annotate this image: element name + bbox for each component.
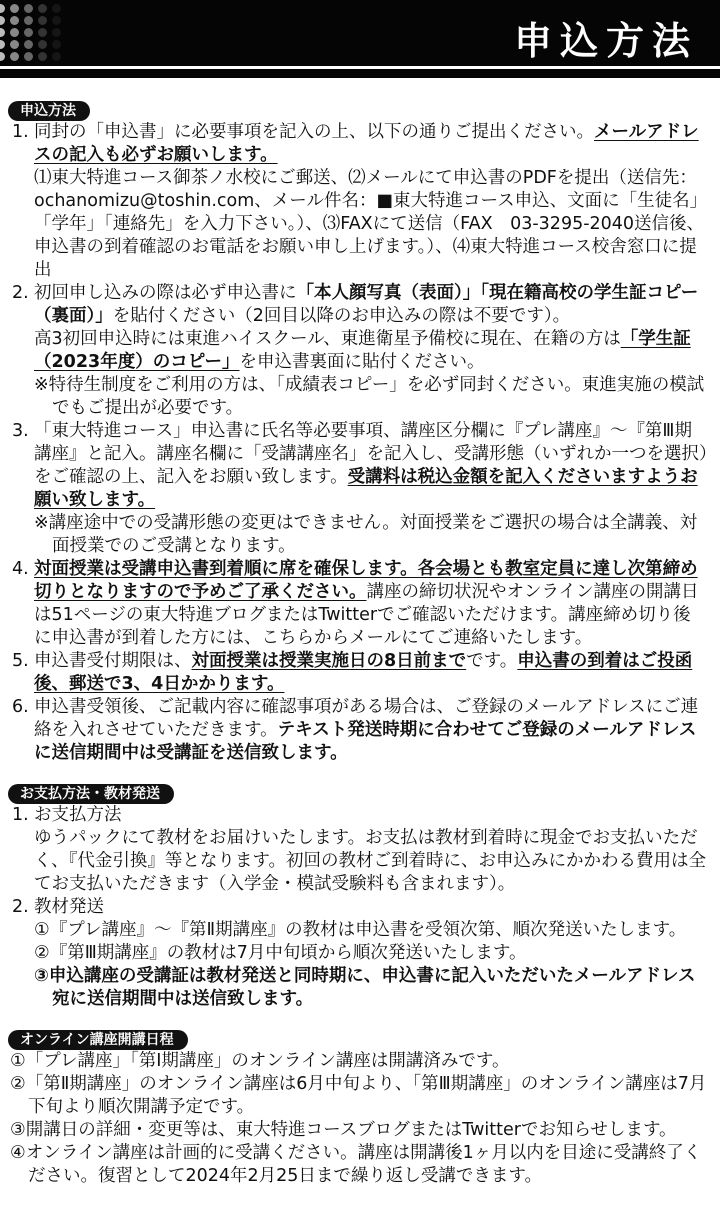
dot-icon <box>24 40 33 49</box>
paragraph <box>34 919 708 942</box>
section-heading-pill: オンライン講座開講日程 <box>8 1030 188 1050</box>
dot-icon <box>10 52 19 61</box>
paragraph <box>34 650 708 696</box>
text-segment: 同封の「申込書」に必要事項を記入の上、以下の通りご提出ください。 <box>34 122 594 142</box>
item-number: 2. <box>12 897 29 917</box>
dot-icon <box>0 28 5 37</box>
text-segment: ゆうパックにて教材をお届けいたします。お支払は教材到着時に現金でお支払いただく、『代金引換』等となります。初回の教材ご到着時に、お申込みにかかわる費用は全てお支払いただきます（入学金・模試受験料も含まれます）。 <box>34 828 706 894</box>
numbered-item <box>0 650 720 696</box>
dot-icon <box>24 4 33 13</box>
paragraph <box>34 558 708 650</box>
numbered-item <box>0 558 720 650</box>
emphasized-text: ③申込講座の受講証は教材発送と同時期に、申込書に記入いただいたメールアドレス宛に送信期間中は送信致します。 <box>34 966 696 1009</box>
schedule-item: ②「第Ⅱ期講座」のオンライン講座は6月中旬より、「第Ⅲ期講座」のオンライン講座は7月下旬より順次開講予定です。 <box>10 1074 707 1117</box>
section-heading-pill: 申込方法 <box>8 101 90 121</box>
emphasized-text: 「学生証（2023年度）のコピー」 <box>34 329 691 372</box>
paragraph <box>34 121 708 167</box>
dot-icon <box>52 52 61 61</box>
text-segment: お支払方法 <box>34 805 122 825</box>
text-segment: 高3初回申込時には東進ハイスクール、東進衛星予備校に現在、在籍の方は <box>34 329 621 349</box>
text-segment: 申込書受付期限は、 <box>34 651 192 671</box>
dot-icon <box>38 28 47 37</box>
section-1 <box>0 100 720 765</box>
numbered-item <box>0 696 720 765</box>
emphasized-text: 対面授業は受講申込書到着順に席を確保します。各会場とも教室定員に達し次第締め切りとなりますので予めご了承ください。 <box>34 559 698 602</box>
text-segment: 講座の締切状況やオンライン講座の開講日は51ページの東大特進ブログまたはTwitterでご確認いただけます。講座締め切り後に申込書が到着した方には、こちらからメールにてご連絡いたします。 <box>34 582 699 648</box>
numbered-item <box>0 804 720 896</box>
emphasized-text: 「本人顔写真（表面）」「現在籍高校の学生証コピー（裏面）」 <box>34 283 699 326</box>
text-segment: ②『第Ⅲ期講座』の教材は7月中旬頃から順次発送いたします。 <box>34 943 527 963</box>
item-number: 4. <box>12 559 29 579</box>
paragraph <box>34 696 708 765</box>
item-number: 3. <box>12 421 29 441</box>
dot-icon <box>24 52 33 61</box>
dot-icon <box>38 52 47 61</box>
dot-icon <box>52 4 61 13</box>
emphasized-text: 受講料は税込金額を記入くださいますようお願い致します。 <box>34 467 698 510</box>
text-segment: ※講座途中での受講形態の変更はできません。対面授業をご選択の場合は全講義、対面授業でのご受講となります。 <box>34 513 698 556</box>
item-number: 1. <box>12 805 29 825</box>
paragraph <box>34 827 708 896</box>
text-segment: 初回申し込みの際は必ず申込書に <box>34 283 297 303</box>
dot-icon <box>38 40 47 49</box>
dot-icon <box>10 28 19 37</box>
text-segment: 申込書受領後、ご記載内容に確認事項がある場合は、ご登録のメールアドレスにご連絡を入れさせていただきます。 <box>34 697 699 740</box>
document-body <box>0 100 720 1206</box>
emphasized-text: 申込書の到着はご投函後、郵送で3、4日かかります。 <box>34 651 693 694</box>
schedule-item: ③開講日の詳細・変更等は、東大特進コースブログまたはTwitterでお知らせします。 <box>10 1120 677 1140</box>
text-segment: ※特待生制度をご利用の方は、「成績表コピー」を必ず同封ください。東進実施の模試でもご提出が必要です。 <box>34 375 705 418</box>
note-paragraph <box>34 512 708 558</box>
emphasized-text: 対面授業は授業実施日の8日前まで <box>191 651 467 671</box>
header-divider <box>0 69 720 78</box>
dot-icon <box>0 40 5 49</box>
dot-icon <box>0 4 5 13</box>
paragraph <box>34 965 708 1011</box>
numbered-item <box>0 282 720 420</box>
numbered-item <box>0 420 720 558</box>
dot-icon <box>52 16 61 25</box>
paragraph <box>34 167 708 282</box>
dot-icon <box>0 16 5 25</box>
emphasized-text: メールアドレスの記入も必ずお願いします。 <box>34 122 699 165</box>
text-segment: を申込書裏面に貼付ください。 <box>239 352 485 372</box>
section-heading-pill: お支払方法・教材発送 <box>8 784 174 804</box>
text-segment: ⑴東大特進コース御茶ノ水校にご郵送、⑵メールにて申込書のPDFを提出（送信先：ochanomizu@toshin.com、メール件名：■東大特進コース申込、文面に「生徒名」「学年」「連絡先」を入力下さい。）、⑶FAXにて送信（FAX 03-3295-2040送信後、申込書の到着確認のお電話をお願い申し上げます。）、⑷東大特進コース校舎窓口に提出 <box>34 168 708 280</box>
paragraph <box>34 282 708 328</box>
dot-icon <box>38 16 47 25</box>
text-segment: を貼付ください（2回目以降のお申込みの際は不要です）。 <box>112 306 571 326</box>
dot-icon <box>24 16 33 25</box>
schedule-item: ①「プレ講座」「第Ⅰ期講座」のオンライン講座は開講済みです。 <box>10 1051 510 1071</box>
dot-icon <box>52 40 61 49</box>
note-paragraph <box>34 374 708 420</box>
item-number: 6. <box>12 697 29 717</box>
page-title: 申込方法 <box>513 19 698 63</box>
text-segment: 「東大特進コース」申込書に氏名等必要事項、講座区分欄に『プレ講座』～『第Ⅲ期講座』と記入。講座名欄に「受講講座名」を記入し、受講形態（いずれか一つを選択）をご確認の上、記入をお願い致します。 <box>34 421 708 487</box>
numbered-item <box>0 896 720 1011</box>
page-header-bar <box>0 0 720 66</box>
schedule-item: ④オンライン講座は計画的に受講ください。講座は開講後1ヶ月以内を目途に受講終了ください。復習として2024年2月25日まで繰り返し受講できます。 <box>10 1143 702 1186</box>
emphasized-text: テキスト発送時期に合わせてご登録のメールアドレスに送信期間中は受講証を送信致します。 <box>34 720 697 763</box>
numbered-item <box>0 121 720 282</box>
dot-icon <box>10 4 19 13</box>
dot-icon <box>24 28 33 37</box>
paragraph <box>34 420 708 512</box>
item-number: 2. <box>12 283 29 303</box>
dot-icon <box>10 16 19 25</box>
dot-icon <box>38 4 47 13</box>
section-3 <box>0 1029 720 1188</box>
paragraph <box>34 896 708 919</box>
paragraph <box>34 328 708 374</box>
item-number: 1. <box>12 122 29 142</box>
paragraph <box>34 804 708 827</box>
text-segment: ①『プレ講座』～『第Ⅱ期講座』の教材は申込書を受領次第、順次発送いたします。 <box>34 920 687 940</box>
dot-icon <box>0 52 5 61</box>
dot-icon <box>10 40 19 49</box>
dot-icon <box>52 28 61 37</box>
paragraph <box>34 942 708 965</box>
section-2 <box>0 783 720 1011</box>
item-number: 5. <box>12 651 29 671</box>
text-segment: です。 <box>466 651 518 671</box>
text-segment: 教材発送 <box>34 897 104 917</box>
